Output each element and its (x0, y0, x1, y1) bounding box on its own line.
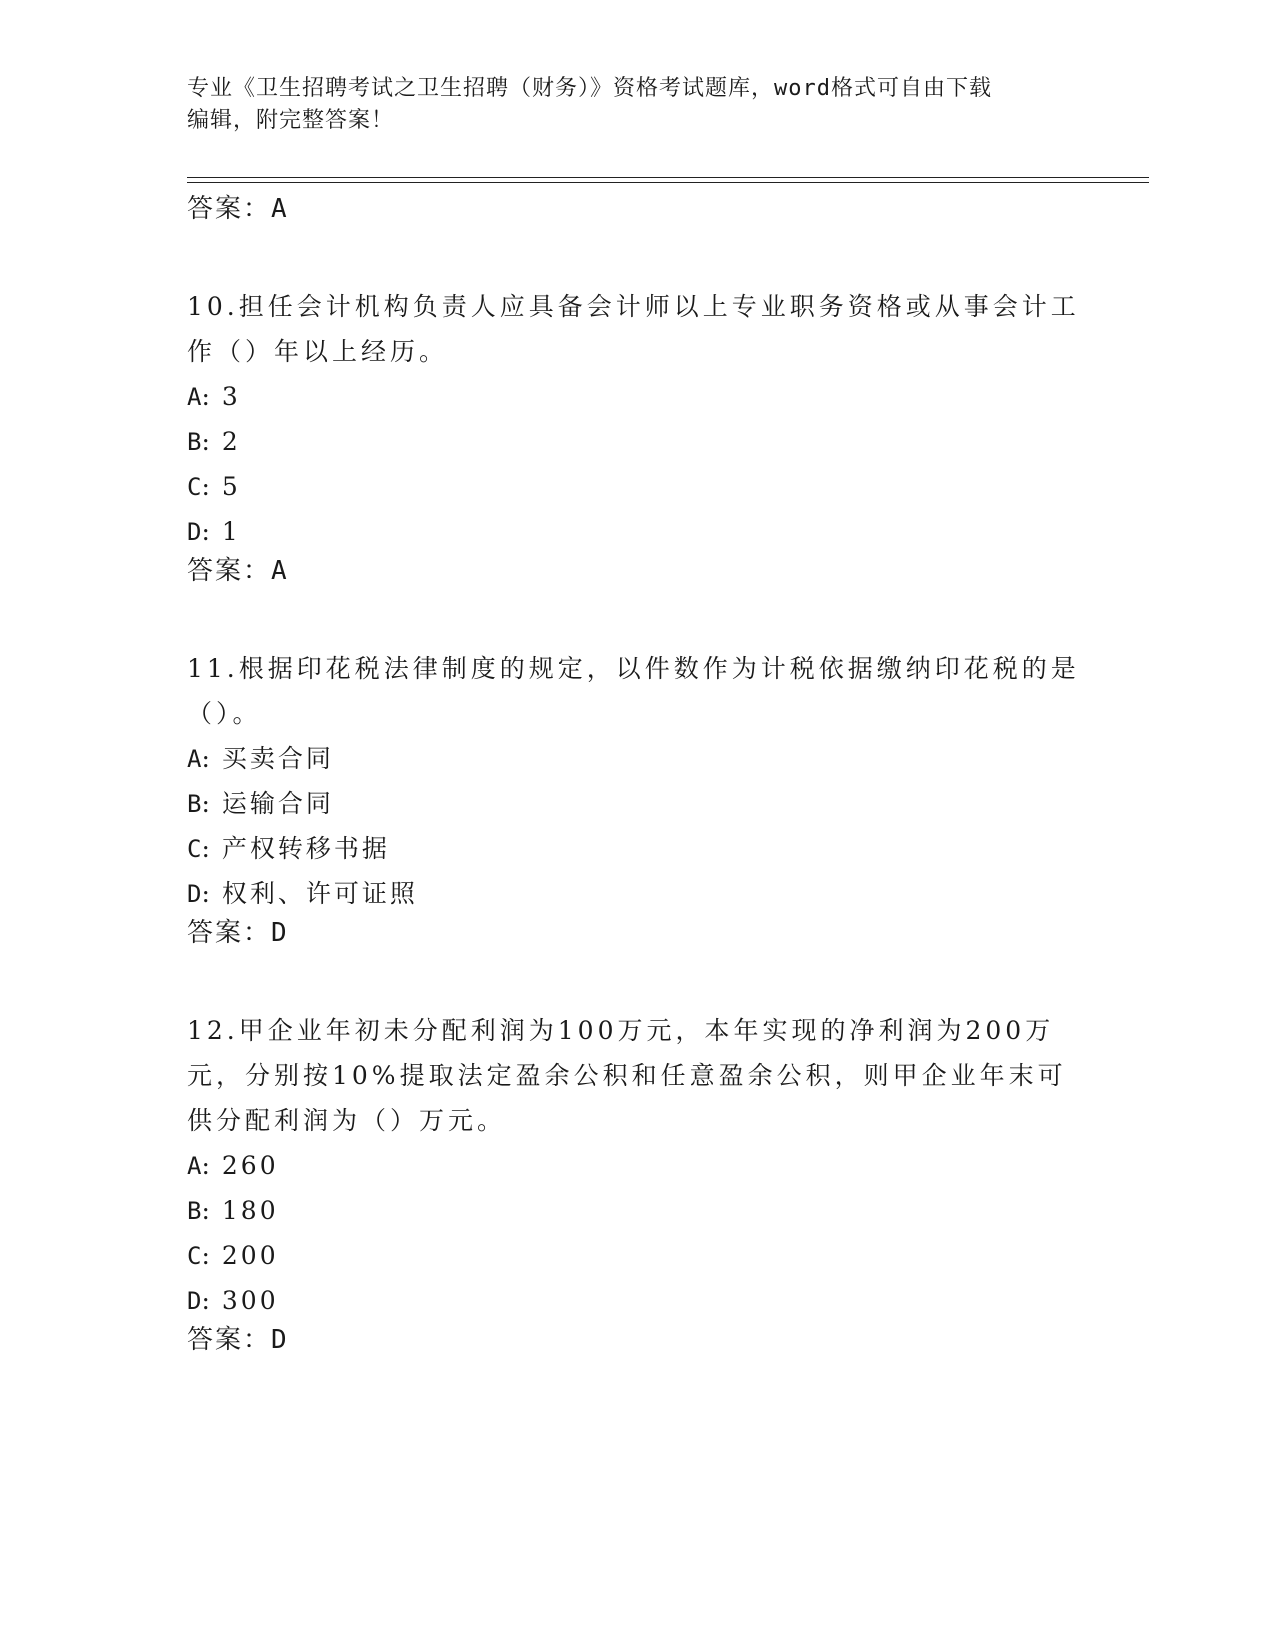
option-text: 5 (221, 472, 241, 501)
option-letter: C (187, 835, 202, 863)
option-a (187, 736, 1087, 781)
option-text: 买卖合同 (221, 744, 334, 773)
question-block (187, 284, 1087, 588)
option-letter: D (187, 880, 202, 908)
header-divider-top (187, 177, 1149, 178)
answer-value: A (271, 556, 289, 586)
option-text: 权利、许可证照 (221, 879, 418, 908)
option-text: 产权转移书据 (221, 834, 390, 863)
answer-label: 答案： (187, 918, 272, 948)
option-d (187, 871, 1087, 916)
option-text: 300 (221, 1286, 279, 1315)
question-block (187, 1008, 1087, 1357)
header-line-1: 专业《卫生招聘考试之卫生招聘（财务）》资格考试题库，word格式可自由下载 (187, 76, 992, 101)
option-text: 180 (221, 1196, 279, 1225)
option-separator: : (201, 427, 210, 456)
option-separator: : (201, 472, 210, 501)
option-text: 运输合同 (221, 789, 334, 818)
option-b (187, 1188, 1087, 1233)
option-letter: B (187, 1197, 202, 1225)
option-separator: : (201, 879, 210, 908)
answer-line (187, 554, 1087, 588)
option-b (187, 781, 1087, 826)
header-divider-bottom (187, 182, 1149, 183)
option-separator: : (201, 744, 210, 773)
option-text: 2 (221, 427, 241, 456)
option-text: 1 (221, 517, 241, 546)
answer-label: 答案： (187, 194, 272, 224)
option-letter: C (187, 473, 202, 501)
option-letter: A (187, 383, 202, 411)
option-text: 3 (221, 382, 241, 411)
question-block (187, 646, 1087, 950)
option-letter: B (187, 428, 202, 456)
answer-line (187, 916, 1087, 950)
option-separator: : (201, 1196, 210, 1225)
option-c (187, 464, 1087, 509)
question-text: 11.根据印花税法律制度的规定，以件数作为计税依据缴纳印花税的是（）。 (187, 654, 1080, 728)
option-text: 200 (221, 1241, 279, 1270)
option-letter: C (187, 1242, 202, 1270)
option-letter: D (187, 518, 202, 546)
option-d (187, 509, 1087, 554)
option-letter: A (187, 1152, 202, 1180)
header-line-2: 编辑，附完整答案！ (187, 108, 395, 133)
option-letter: B (187, 790, 202, 818)
option-separator: : (201, 834, 210, 863)
option-separator: : (201, 517, 210, 546)
option-d (187, 1278, 1087, 1323)
answer-label: 答案： (187, 1325, 272, 1355)
option-text: 260 (221, 1151, 279, 1180)
option-c (187, 826, 1087, 871)
option-b (187, 419, 1087, 464)
answer-value: A (271, 194, 289, 224)
option-separator: : (201, 789, 210, 818)
question-text: 12.甲企业年初未分配利润为100万元，本年实现的净利润为200万元，分别按10%提取法定盈余公积和任意盈余公积，则甲企业年末可供分配利润为（）万元。 (187, 1016, 1067, 1135)
answer-label: 答案： (187, 556, 272, 586)
option-separator: : (201, 1241, 210, 1270)
answer-value: D (271, 918, 289, 948)
document-header-note (187, 73, 1067, 137)
option-a (187, 374, 1087, 419)
document-body (187, 192, 1087, 1357)
answer-line (187, 1323, 1087, 1357)
option-separator: : (201, 1286, 210, 1315)
option-letter: D (187, 1287, 202, 1315)
option-separator: : (201, 382, 210, 411)
answer-value: D (271, 1325, 289, 1355)
option-separator: : (201, 1151, 210, 1180)
question-text: 10.担任会计机构负责人应具备会计师以上专业职务资格或从事会计工作（）年以上经历。 (187, 292, 1080, 366)
option-a (187, 1143, 1087, 1188)
answer-line (187, 192, 1087, 226)
option-c (187, 1233, 1087, 1278)
option-letter: A (187, 745, 202, 773)
